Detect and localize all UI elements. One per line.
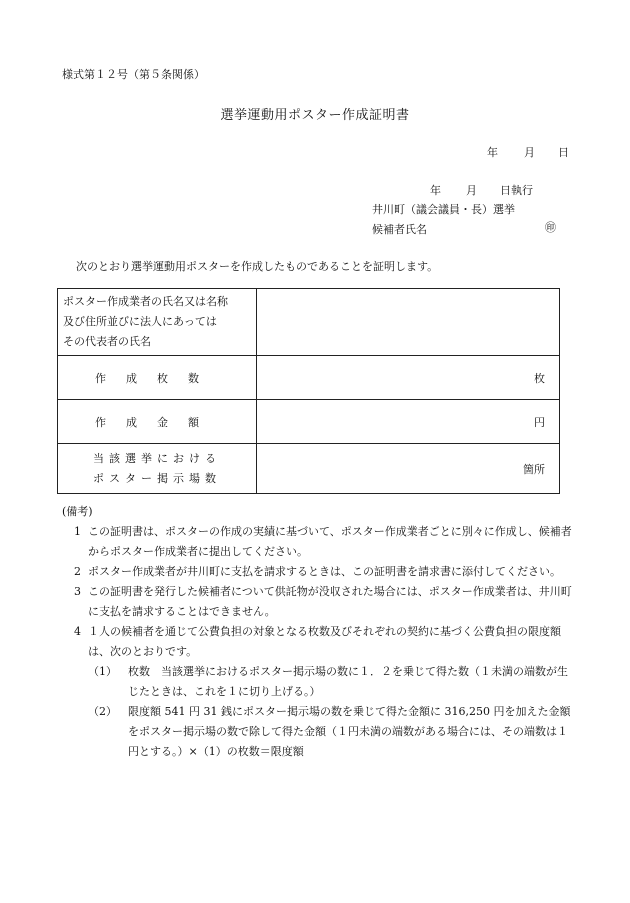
remark-number: 1 (74, 525, 81, 538)
remark-text: １人の候補者を通じて公費負担の対象となる枚数及びそれぞれの契約に基づく公費負担の限度額は、次のとおりです。 (88, 625, 561, 658)
date-month-label: 月 (524, 146, 535, 159)
seal-mark: ㊞ (545, 221, 556, 234)
issue-year-label: 年 (430, 184, 441, 197)
amount-label: 作成金額 (58, 400, 257, 444)
certificate-table (57, 288, 560, 494)
date-year-label: 年 (487, 146, 498, 159)
remark-subitem (62, 702, 574, 762)
candidate-name-label: 候補者氏名 (372, 223, 427, 236)
remarks-section (62, 502, 574, 762)
table-row (58, 356, 560, 400)
remark-text: この証明書を発行した候補者について供託物が没収された場合には、ポスター作成業者は、井川町に支払を請求することはできません。 (88, 585, 572, 618)
intro-statement: 次のとおり選挙運動用ポスターを作成したものであることを証明します。 (76, 260, 439, 273)
amount-field[interactable]: 円 (257, 400, 560, 444)
subitem-text: 枚数 当該選挙におけるポスター掲示場の数に１．２を乗じて得た数（１未満の端数が生じたときは、これを１に切り上げる。） (128, 665, 568, 698)
date-day-label: 日 (558, 146, 569, 159)
label-line: ポスター掲示場数 (93, 471, 221, 485)
table-row (58, 444, 560, 494)
remark-item (62, 562, 574, 582)
table-row (58, 400, 560, 444)
subitem-number: （2） (88, 705, 117, 718)
subitem-text: 限度額 541 円 31 銭にポスター掲示場の数を乗じて得た金額に 316,250 円を加えた金額をポスター掲示場の数で除して得た金額（１円未満の端数がある場合には、その端数は１円とする。）×（1）の枚数＝限度額 (128, 705, 571, 758)
poster-board-count-label (58, 444, 257, 494)
form-number: 様式第１２号（第５条関係） (62, 68, 205, 81)
remarks-header: (備考) (62, 505, 93, 518)
vendor-name-field[interactable] (257, 289, 560, 356)
remark-item (62, 622, 574, 662)
election-name: 井川町（議会議員・長）選挙 (372, 203, 515, 216)
label-line: 当該選挙における (93, 451, 221, 465)
vendor-name-label (58, 289, 257, 356)
remark-number: 4 (74, 625, 81, 638)
poster-board-count-field[interactable]: 箇所 (257, 444, 560, 494)
issue-day-label: 日執行 (500, 184, 533, 197)
remark-text: この証明書は、ポスターの作成の実績に基づいて、ポスター作成業者ごとに別々に作成し、候補者からポスター作成業者に提出してください。 (88, 525, 572, 558)
table-row (58, 289, 560, 356)
label-line: ポスター作成業者の氏名又は名称 (63, 295, 228, 308)
quantity-field[interactable]: 枚 (257, 356, 560, 400)
remark-item (62, 522, 574, 562)
remark-subitem (62, 662, 574, 702)
quantity-label: 作成枚数 (58, 356, 257, 400)
remark-text: ポスター作成業者が井川町に支払を請求するときは、この証明書を請求書に添付してください。 (88, 565, 561, 578)
subitem-number: （1） (88, 665, 117, 678)
remark-number: 2 (74, 565, 81, 578)
document-title: 選挙運動用ポスター作成証明書 (220, 108, 410, 123)
label-line: 及び住所並びに法人にあっては (63, 315, 217, 328)
remark-number: 3 (74, 585, 81, 598)
remark-item (62, 582, 574, 622)
issue-month-label: 月 (466, 184, 477, 197)
label-line: その代表者の氏名 (63, 335, 151, 348)
